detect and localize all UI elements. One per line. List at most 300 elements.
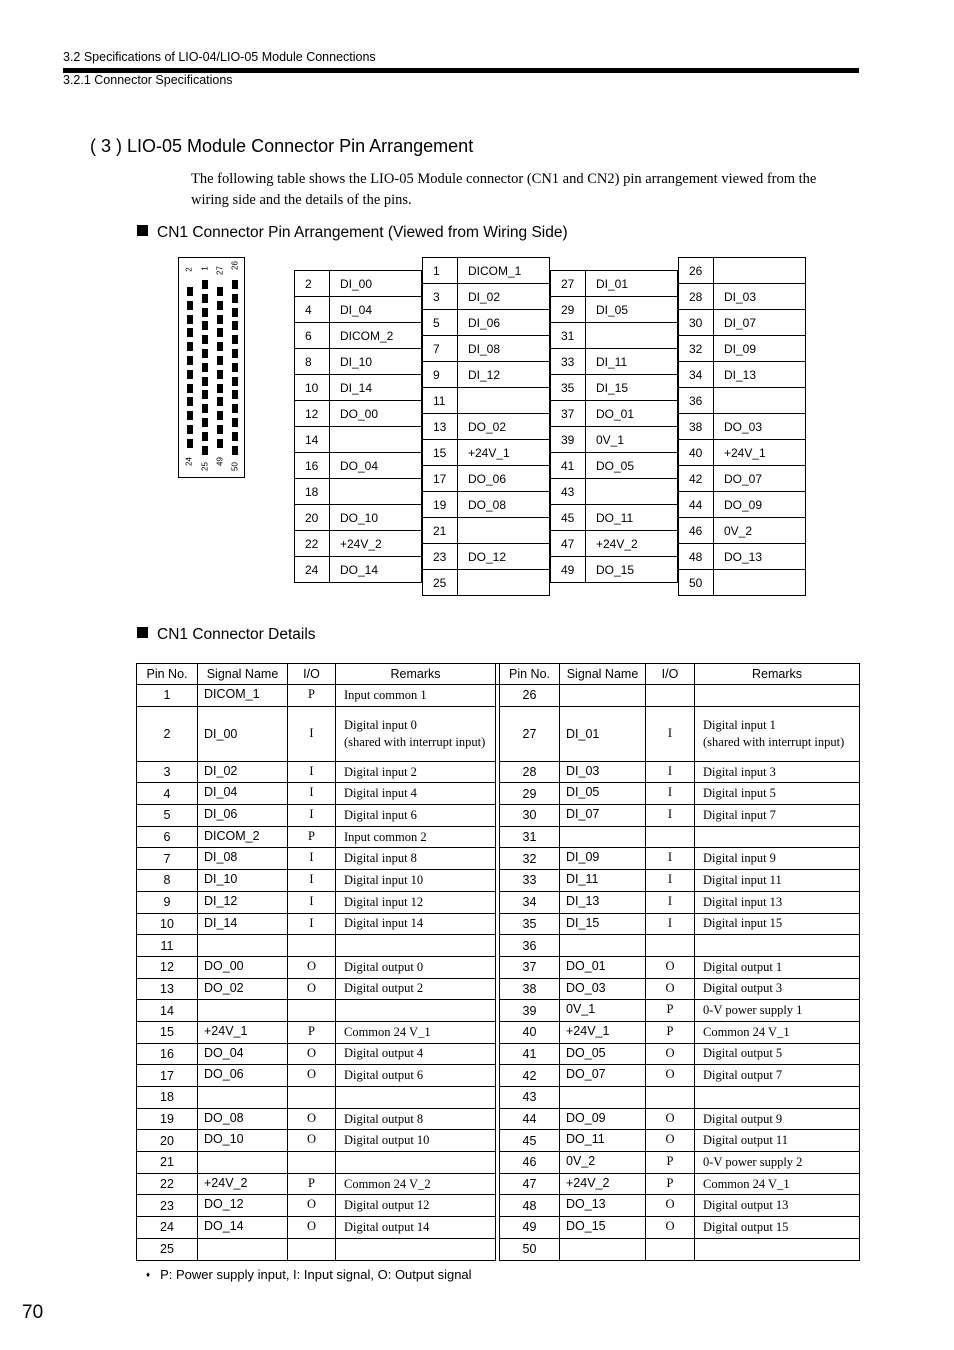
- pin-row: [551, 531, 678, 557]
- connector-pin: [217, 342, 223, 351]
- connector-label: 50: [230, 462, 240, 471]
- arrangement-heading: [137, 224, 568, 242]
- io-cell: I: [646, 913, 695, 935]
- table-row: [137, 978, 860, 1000]
- pin-signal: DO_13: [714, 544, 806, 570]
- remarks-cell: Digital output 0: [336, 956, 496, 978]
- pin-signal: [458, 518, 550, 544]
- remarks-cell: Digital output 7: [695, 1065, 860, 1087]
- signal-name-cell: DI_03: [560, 761, 646, 783]
- pin-signal: DI_14: [330, 375, 422, 401]
- table-row: [137, 1043, 860, 1065]
- pin-no-cell: 43: [500, 1087, 560, 1109]
- table-row: [137, 913, 860, 935]
- connector-label: 26: [230, 261, 240, 270]
- connector-pin: [187, 328, 193, 337]
- io-cell: [288, 1000, 336, 1022]
- pin-no-cell: 2: [137, 706, 198, 761]
- io-cell: I: [646, 870, 695, 892]
- remarks-cell: [336, 935, 496, 957]
- pin-row: [551, 349, 678, 375]
- pin-row: [551, 271, 678, 297]
- io-cell: I: [646, 761, 695, 783]
- signal-name-cell: DI_05: [560, 783, 646, 805]
- pin-no-cell: 1: [137, 685, 198, 707]
- signal-name-cell: DI_14: [198, 913, 288, 935]
- signal-name-cell: [198, 1000, 288, 1022]
- io-cell: I: [646, 848, 695, 870]
- signal-name-cell: DI_00: [198, 706, 288, 761]
- pin-no-cell: 48: [500, 1195, 560, 1217]
- bullet-icon: ♦: [146, 1270, 151, 1279]
- io-cell: O: [646, 1217, 695, 1239]
- table-row: [137, 1021, 860, 1043]
- remarks-cell: [336, 1152, 496, 1174]
- pin-no-cell: 37: [500, 956, 560, 978]
- pin-no-cell: 9: [137, 891, 198, 913]
- remarks-cell: Digital input 1 (shared with interrupt input): [695, 706, 860, 761]
- remarks-cell: Common 24 V_1: [336, 1021, 496, 1043]
- connector-label: 2: [184, 267, 194, 272]
- pin-signal: 0V_1: [586, 427, 678, 453]
- table-row: [137, 1152, 860, 1174]
- io-cell: I: [288, 891, 336, 913]
- remarks-cell: Digital input 4: [336, 783, 496, 805]
- io-cell: [288, 1152, 336, 1174]
- pin-no-cell: 4: [137, 783, 198, 805]
- remarks-cell: Digital output 13: [695, 1195, 860, 1217]
- remarks-cell: Digital output 4: [336, 1043, 496, 1065]
- pin-number: 25: [423, 570, 458, 596]
- connector-pin: [202, 432, 208, 441]
- pin-row: [551, 453, 678, 479]
- remarks-cell: Digital input 13: [695, 891, 860, 913]
- pin-no-cell: 7: [137, 848, 198, 870]
- connector-pin: [232, 446, 238, 455]
- pin-row: [679, 362, 806, 388]
- remarks-cell: [336, 1000, 496, 1022]
- io-cell: O: [288, 1130, 336, 1152]
- pin-row: [295, 375, 422, 401]
- connector-label: 49: [215, 457, 225, 466]
- remarks-cell: Digital input 7: [695, 805, 860, 827]
- pin-number: 5: [423, 310, 458, 336]
- pin-signal: DO_01: [586, 401, 678, 427]
- signal-name-cell: +24V_1: [198, 1021, 288, 1043]
- pin-signal: DO_11: [586, 505, 678, 531]
- connector-pin: [232, 280, 238, 289]
- signal-name-cell: DICOM_1: [198, 685, 288, 707]
- io-cell: P: [646, 1000, 695, 1022]
- io-cell: I: [288, 913, 336, 935]
- io-cell: I: [288, 783, 336, 805]
- pin-no-cell: 50: [500, 1238, 560, 1260]
- io-cell: O: [646, 1195, 695, 1217]
- remarks-cell: [336, 1238, 496, 1260]
- pin-number: 7: [423, 336, 458, 362]
- pin-no-cell: 30: [500, 805, 560, 827]
- pin-no-cell: 12: [137, 956, 198, 978]
- remarks-cell: Digital output 14: [336, 1217, 496, 1239]
- remarks-cell: [695, 935, 860, 957]
- pin-signal: DO_00: [330, 401, 422, 427]
- pin-no-cell: 33: [500, 870, 560, 892]
- pin-no-cell: 8: [137, 870, 198, 892]
- pin-no-cell: 49: [500, 1217, 560, 1239]
- pin-number: 15: [423, 440, 458, 466]
- pin-row: [551, 505, 678, 531]
- pin-no-cell: 32: [500, 848, 560, 870]
- pin-signal: +24V_1: [714, 440, 806, 466]
- io-cell: O: [646, 956, 695, 978]
- pin-row: [295, 349, 422, 375]
- connector-pin: [187, 356, 193, 365]
- page-number: 70: [22, 1302, 44, 1323]
- pin-row: [295, 427, 422, 453]
- signal-name-cell: DI_12: [198, 891, 288, 913]
- table-row: [137, 706, 860, 761]
- pin-number: 13: [423, 414, 458, 440]
- pin-column-odd-left: [422, 257, 550, 596]
- connector-pin: [232, 377, 238, 386]
- remarks-cell: Digital output 9: [695, 1108, 860, 1130]
- pin-number: 27: [551, 271, 586, 297]
- pin-row: [295, 453, 422, 479]
- pin-no-cell: 26: [500, 685, 560, 707]
- remarks-cell: Digital output 8: [336, 1108, 496, 1130]
- remarks-cell: Common 24 V_1: [695, 1021, 860, 1043]
- io-cell: I: [288, 761, 336, 783]
- io-cell: I: [288, 706, 336, 761]
- connector-pin: [217, 315, 223, 324]
- signal-name-cell: DO_13: [560, 1195, 646, 1217]
- pin-row: [295, 531, 422, 557]
- connector-pin: [232, 390, 238, 399]
- pin-no-cell: 15: [137, 1021, 198, 1043]
- io-cell: O: [646, 1108, 695, 1130]
- remarks-cell: Common 24 V_1: [695, 1173, 860, 1195]
- io-cell: O: [288, 956, 336, 978]
- signal-name-cell: DO_01: [560, 956, 646, 978]
- pin-number: 14: [295, 427, 330, 453]
- remarks-cell: Digital output 15: [695, 1217, 860, 1239]
- pin-no-cell: 5: [137, 805, 198, 827]
- remarks-cell: [695, 1087, 860, 1109]
- pin-no-cell: 11: [137, 935, 198, 957]
- signal-name-cell: DO_08: [198, 1108, 288, 1130]
- pin-number: 37: [551, 401, 586, 427]
- remarks-cell: [695, 1238, 860, 1260]
- pin-row: [295, 505, 422, 531]
- pin-row: [679, 414, 806, 440]
- pin-number: 17: [423, 466, 458, 492]
- pin-number: 11: [423, 388, 458, 414]
- io-cell: O: [646, 1043, 695, 1065]
- connector-pin: [202, 280, 208, 289]
- table-row: [137, 783, 860, 805]
- connector-pin: [187, 370, 193, 379]
- remarks-cell: Digital input 12: [336, 891, 496, 913]
- pin-signal: DO_15: [586, 557, 678, 583]
- pin-number: 45: [551, 505, 586, 531]
- connector-pin: [217, 301, 223, 310]
- pin-no-cell: 25: [137, 1238, 198, 1260]
- pin-row: [295, 557, 422, 583]
- pin-no-cell: 46: [500, 1152, 560, 1174]
- connector-pin: [232, 363, 238, 372]
- pin-row: [295, 271, 422, 297]
- signal-name-cell: [198, 1087, 288, 1109]
- signal-name-cell: [560, 1238, 646, 1260]
- pin-number: 6: [295, 323, 330, 349]
- pin-no-cell: 42: [500, 1065, 560, 1087]
- pin-no-cell: 40: [500, 1021, 560, 1043]
- pin-no-cell: 38: [500, 978, 560, 1000]
- io-cell: O: [288, 1043, 336, 1065]
- pin-number: 43: [551, 479, 586, 505]
- pin-no-cell: 19: [137, 1108, 198, 1130]
- connector-pin: [217, 384, 223, 393]
- pin-row: [423, 258, 550, 284]
- signal-name-cell: DO_10: [198, 1130, 288, 1152]
- pin-signal: DI_06: [458, 310, 550, 336]
- table-row: [137, 891, 860, 913]
- remarks-cell: Digital input 6: [336, 805, 496, 827]
- pin-signal: DO_02: [458, 414, 550, 440]
- connector-pin: [187, 287, 193, 296]
- pin-signal: [586, 479, 678, 505]
- pin-signal: +24V_1: [458, 440, 550, 466]
- io-cell: [288, 1238, 336, 1260]
- connector-pin: [217, 439, 223, 448]
- signal-name-cell: DI_10: [198, 870, 288, 892]
- pin-no-cell: 45: [500, 1130, 560, 1152]
- io-cell: [646, 1087, 695, 1109]
- connector-pin: [187, 411, 193, 420]
- signal-name-cell: DO_02: [198, 978, 288, 1000]
- signal-name-cell: DI_08: [198, 848, 288, 870]
- pin-signal: DI_03: [714, 284, 806, 310]
- io-cell: O: [288, 1195, 336, 1217]
- pin-signal: DO_12: [458, 544, 550, 570]
- pin-number: 1: [423, 258, 458, 284]
- legend-note-text: P: Power supply input, I: Input signal, O: Output signal: [160, 1267, 472, 1282]
- pin-no-cell: 22: [137, 1173, 198, 1195]
- connector-pin: [217, 425, 223, 434]
- remarks-cell: Input common 1: [336, 685, 496, 707]
- pin-signal: DI_01: [586, 271, 678, 297]
- pin-signal: [714, 570, 806, 596]
- pin-no-cell: 23: [137, 1195, 198, 1217]
- remarks-cell: [336, 1087, 496, 1109]
- pin-signal: DO_14: [330, 557, 422, 583]
- connector-pin: [217, 397, 223, 406]
- pin-row: [423, 440, 550, 466]
- pin-signal: DI_09: [714, 336, 806, 362]
- table-row: [137, 956, 860, 978]
- pin-number: 38: [679, 414, 714, 440]
- page-title: ( 3 ) LIO-05 Module Connector Pin Arrangement: [90, 136, 474, 156]
- signal-name-cell: DO_14: [198, 1217, 288, 1239]
- io-cell: P: [288, 826, 336, 848]
- io-cell: [288, 1087, 336, 1109]
- remarks-cell: Digital input 15: [695, 913, 860, 935]
- io-cell: O: [646, 978, 695, 1000]
- io-cell: I: [646, 783, 695, 805]
- pin-number: 26: [679, 258, 714, 284]
- connector-pin: [232, 294, 238, 303]
- signal-name-cell: [560, 685, 646, 707]
- remarks-cell: Digital input 8: [336, 848, 496, 870]
- pin-no-cell: 44: [500, 1108, 560, 1130]
- pin-number: 29: [551, 297, 586, 323]
- remarks-cell: Digital output 10: [336, 1130, 496, 1152]
- remarks-cell: Digital output 12: [336, 1195, 496, 1217]
- pin-number: 3: [423, 284, 458, 310]
- connector-pin: [202, 404, 208, 413]
- io-cell: O: [288, 1065, 336, 1087]
- remarks-cell: Digital input 9: [695, 848, 860, 870]
- signal-name-cell: DI_01: [560, 706, 646, 761]
- remarks-cell: 0-V power supply 2: [695, 1152, 860, 1174]
- details-heading: [137, 626, 316, 644]
- pin-signal: DO_08: [458, 492, 550, 518]
- pin-no-cell: 24: [137, 1217, 198, 1239]
- remarks-cell: Digital output 6: [336, 1065, 496, 1087]
- pin-signal: [458, 388, 550, 414]
- pin-row: [551, 479, 678, 505]
- remarks-cell: Digital input 11: [695, 870, 860, 892]
- pin-signal: DO_06: [458, 466, 550, 492]
- io-cell: [646, 935, 695, 957]
- connector-pin: [202, 390, 208, 399]
- pin-row: [423, 310, 550, 336]
- signal-name-cell: DO_11: [560, 1130, 646, 1152]
- connector-pin: [187, 384, 193, 393]
- pin-column-even-left: [294, 270, 422, 583]
- connector-label: 27: [215, 266, 225, 275]
- pin-number: 35: [551, 375, 586, 401]
- pin-signal: DI_12: [458, 362, 550, 388]
- pin-row: [679, 518, 806, 544]
- pin-row: [551, 557, 678, 583]
- pin-row: [679, 544, 806, 570]
- pin-signal: [714, 388, 806, 414]
- connector-pin: [217, 356, 223, 365]
- table-row: [137, 826, 860, 848]
- io-cell: P: [646, 1152, 695, 1174]
- io-cell: P: [646, 1173, 695, 1195]
- signal-name-cell: DI_15: [560, 913, 646, 935]
- table-row: [137, 1065, 860, 1087]
- pin-no-cell: 3: [137, 761, 198, 783]
- pin-no-cell: 17: [137, 1065, 198, 1087]
- signal-name-cell: +24V_2: [560, 1173, 646, 1195]
- pin-signal: DI_07: [714, 310, 806, 336]
- io-cell: [646, 826, 695, 848]
- remarks-cell: Digital input 3: [695, 761, 860, 783]
- pin-signal: DI_10: [330, 349, 422, 375]
- remarks-cell: Digital output 11: [695, 1130, 860, 1152]
- signal-name-cell: DO_04: [198, 1043, 288, 1065]
- pin-row: [423, 336, 550, 362]
- col-header: I/O: [646, 664, 695, 685]
- io-cell: I: [288, 848, 336, 870]
- io-cell: O: [288, 978, 336, 1000]
- connector-pin: [232, 321, 238, 330]
- pin-signal: DO_09: [714, 492, 806, 518]
- pin-signal: +24V_2: [330, 531, 422, 557]
- pin-no-cell: 14: [137, 1000, 198, 1022]
- io-cell: P: [288, 1173, 336, 1195]
- signal-name-cell: [560, 1087, 646, 1109]
- pin-signal: DI_13: [714, 362, 806, 388]
- pin-signal: DICOM_1: [458, 258, 550, 284]
- pin-no-cell: 39: [500, 1000, 560, 1022]
- io-cell: I: [646, 706, 695, 761]
- remarks-cell: Digital output 2: [336, 978, 496, 1000]
- pin-no-cell: 47: [500, 1173, 560, 1195]
- io-cell: [288, 935, 336, 957]
- pin-no-cell: 29: [500, 783, 560, 805]
- pin-row: [679, 388, 806, 414]
- connector-pin: [232, 335, 238, 344]
- pin-number: 41: [551, 453, 586, 479]
- col-header: Pin No.: [137, 664, 198, 685]
- signal-name-cell: DO_05: [560, 1043, 646, 1065]
- signal-name-cell: [198, 1152, 288, 1174]
- pin-row: [423, 284, 550, 310]
- pin-row: [295, 479, 422, 505]
- connector-pin: [232, 404, 238, 413]
- legend-note: [146, 1267, 472, 1282]
- pin-no-cell: 41: [500, 1043, 560, 1065]
- pin-no-cell: 36: [500, 935, 560, 957]
- pin-no-cell: 18: [137, 1087, 198, 1109]
- table-row: [137, 1087, 860, 1109]
- remarks-cell: Digital input 5: [695, 783, 860, 805]
- pin-signal: DI_00: [330, 271, 422, 297]
- connector-pin: [217, 287, 223, 296]
- header-rule: [63, 68, 859, 73]
- pin-signal: DO_05: [586, 453, 678, 479]
- io-cell: [646, 1238, 695, 1260]
- pin-signal: DICOM_2: [330, 323, 422, 349]
- pin-number: 9: [423, 362, 458, 388]
- signal-name-cell: DO_09: [560, 1108, 646, 1130]
- connector-pin: [202, 308, 208, 317]
- pin-signal: DI_08: [458, 336, 550, 362]
- pin-signal: [586, 323, 678, 349]
- pin-number: 47: [551, 531, 586, 557]
- signal-name-cell: DI_04: [198, 783, 288, 805]
- header-subsection: 3.2.1 Connector Specifications: [63, 73, 233, 87]
- pin-column-odd-right: [550, 270, 678, 583]
- pin-number: 39: [551, 427, 586, 453]
- pin-row: [551, 297, 678, 323]
- pin-row: [551, 401, 678, 427]
- pin-number: 19: [423, 492, 458, 518]
- remarks-cell: Digital input 0 (shared with interrupt input): [336, 706, 496, 761]
- connector-pin: [187, 301, 193, 310]
- io-cell: P: [288, 685, 336, 707]
- remarks-cell: Digital output 3: [695, 978, 860, 1000]
- pin-signal: DO_03: [714, 414, 806, 440]
- pin-row: [679, 492, 806, 518]
- arrangement-heading-text: CN1 Connector Pin Arrangement (Viewed from Wiring Side): [157, 224, 568, 241]
- pin-row: [295, 323, 422, 349]
- pin-number: 36: [679, 388, 714, 414]
